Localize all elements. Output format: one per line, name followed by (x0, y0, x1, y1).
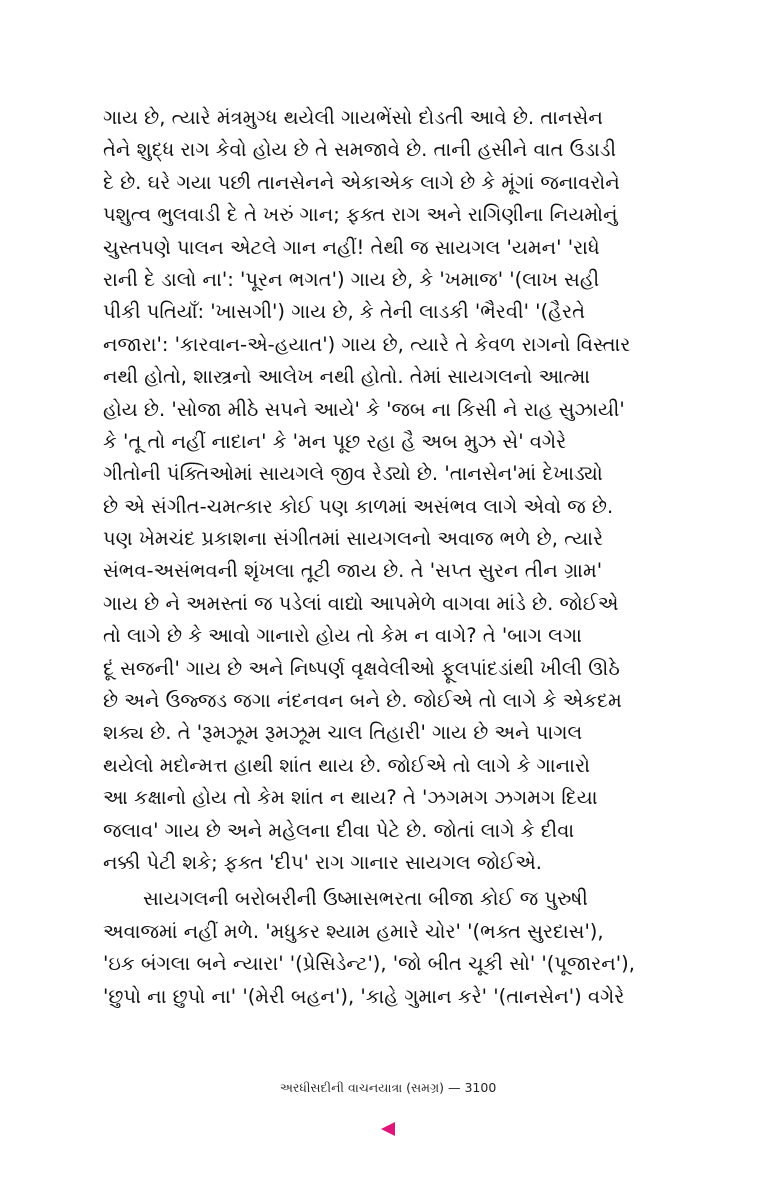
text-line: રાની દે ડાલો ના': 'પૂરન ભગત') ગાય છે, કે 'ખમાજ' '(લાખ સહી (103, 267, 600, 291)
previous-page-arrow-icon[interactable] (381, 1122, 395, 1136)
text-line: ગીતોની પંક્તિઓમાં સાયગલે જીવ રેડ્યો છે. 'તાનસેન'માં દેખાડ્યો (103, 462, 603, 486)
text-line: નથી હોતો, શાસ્ત્રનો આલેખ નથી હોતો. તેમાં સાયગલનો આત્મા (103, 365, 591, 389)
page-footer (0, 1080, 776, 1096)
text-line: ચુસ્તપણે પાલન એટલે ગાન નહીં! તેથી જ સાયગલ 'યમન' 'રાધે (103, 235, 600, 259)
text-line: દે છે. ઘરે ગયા પછી તાનસેનને એકાએક લાગે છે કે મૂંગાં જનાવરોને (103, 170, 620, 194)
text-line: આ કક્ષાનો હોય તો કેમ શાંત ન થાય? તે 'ઝગમગ ઝગમગ દિયા (103, 786, 598, 810)
text-line: છે અને ઉજ્જડ જગા નંદનવન બને છે. જોઈએ તો લાગે કે એકદમ (103, 689, 622, 713)
text-line: ગાય છે ને અમસ્તાં જ પડેલાં વાદ્યો આપમેળે વાગવા માંડે છે. જોઈએ (103, 591, 619, 615)
footer-book-title: અરધીસદીની વાચનયાત્રા (સમગ્ર) (279, 1080, 444, 1095)
text-line: સંભવ-અસંભવની શૃંખલા તૂટી જાય છે. તે 'સપ્ત સુરન તીન ગ્રામ' (103, 559, 603, 583)
body-text (103, 102, 685, 1013)
text-line: હોય છે. 'સોજા મીઠે સપને આયે' કે 'જબ ના કિસી ને રાહ સુઝાયી' (103, 397, 625, 421)
text-line: નજારા': 'કારવાન-એ-હયાત') ગાય છે, ત્યારે તે કેવળ રાગનો વિસ્તાર (103, 332, 631, 356)
text-line: પીકી પતિયાઁ: 'ખાસગી') ગાય છે, કે તેની લાડકી 'ભૈરવી' '(હૈરતે (103, 300, 586, 324)
text-line: તો લાગે છે કે આવો ગાનારો હોય તો કેમ ન વાગે? તે 'બાગ લગા (103, 624, 582, 648)
paragraph-1 (103, 102, 685, 879)
text-line: પણ ખેમચંદ પ્રકાશના સંગીતમાં સાયગલનો અવાજ ભળે છે, ત્યારે (103, 527, 604, 551)
text-line: કે 'તૂ તો નહીં નાદાન' કે 'મન પૂછ રહા હૈ અબ મુઝ સે' વગેરે (103, 429, 567, 453)
text-line: થયેલો મદોન્મત્ત હાથી શાંત થાય છે. જોઈએ તો લાગે કે ગાનારો (103, 753, 590, 777)
text-line: 'ઇક બંગલા બને ન્યારા' '(પ્રેસિડેન્ટ'), 'જો બીત ચૂકી સો' '(પૂજારન'), (103, 952, 635, 976)
text-line: અવાજમાં નહીં મળે. 'મધુકર શ્યામ હમારે ચોર' '(ભક્ત સુરદાસ'), (103, 919, 604, 943)
text-line: નક્કી પેટી શકે; ફક્ત 'દીપ' રાગ ગાનાર સાયગલ જોઈએ. (103, 850, 542, 874)
text-line: સાયગલની બરોબરીની ઉષ્માસભરતા બીજા કોઈ જ પુરુષી (143, 887, 588, 911)
text-line: ગાય છે, ત્યારે મંત્રમુગ્ધ થયેલી ગાયભેંસો દોડતી આવે છે. તાનસેન (103, 106, 603, 129)
text-line: તેને શુદ્ધ રાગ કેવો હોય છે તે સમજાવે છે. તાની હસીને વાત ઉડાડી (103, 138, 617, 162)
footer-separator: — (447, 1080, 461, 1095)
text-line: છે એ સંગીત-ચમત્કાર કોઈ પણ કાળમાં અસંભવ લાગે એવો જ છે. (103, 494, 614, 518)
footer-page-number: 3100 (464, 1080, 497, 1095)
text-line: પશુત્વ ભુલવાડી દે તે ખરું ગાન; ફક્ત રાગ અને રાગિણીના નિયમોનું (103, 203, 618, 227)
text-line: જલાવ' ગાય છે અને મહેલના દીવા પેટે છે. જોતાં લાગે કે દીવા (103, 818, 575, 842)
text-line: દૂં સજની' ગાય છે અને નિષ્પર્ણ વૃક્ષવેલીઓ ફૂલપાંદડાંથી ખીલી ઊઠે (103, 656, 620, 680)
text-line: 'છુપો ના છુપો ના' '(મેરી બહન'), 'કાહે ગુમાન કરે' '(તાનસેન') વગેરે (103, 984, 625, 1008)
text-line: શક્ય છે. તે 'રૂમઝૂમ રૂમઝૂમ ચાલ તિહારી' ગાય છે અને પાગલ (103, 721, 583, 745)
paragraph-2 (103, 883, 685, 1013)
